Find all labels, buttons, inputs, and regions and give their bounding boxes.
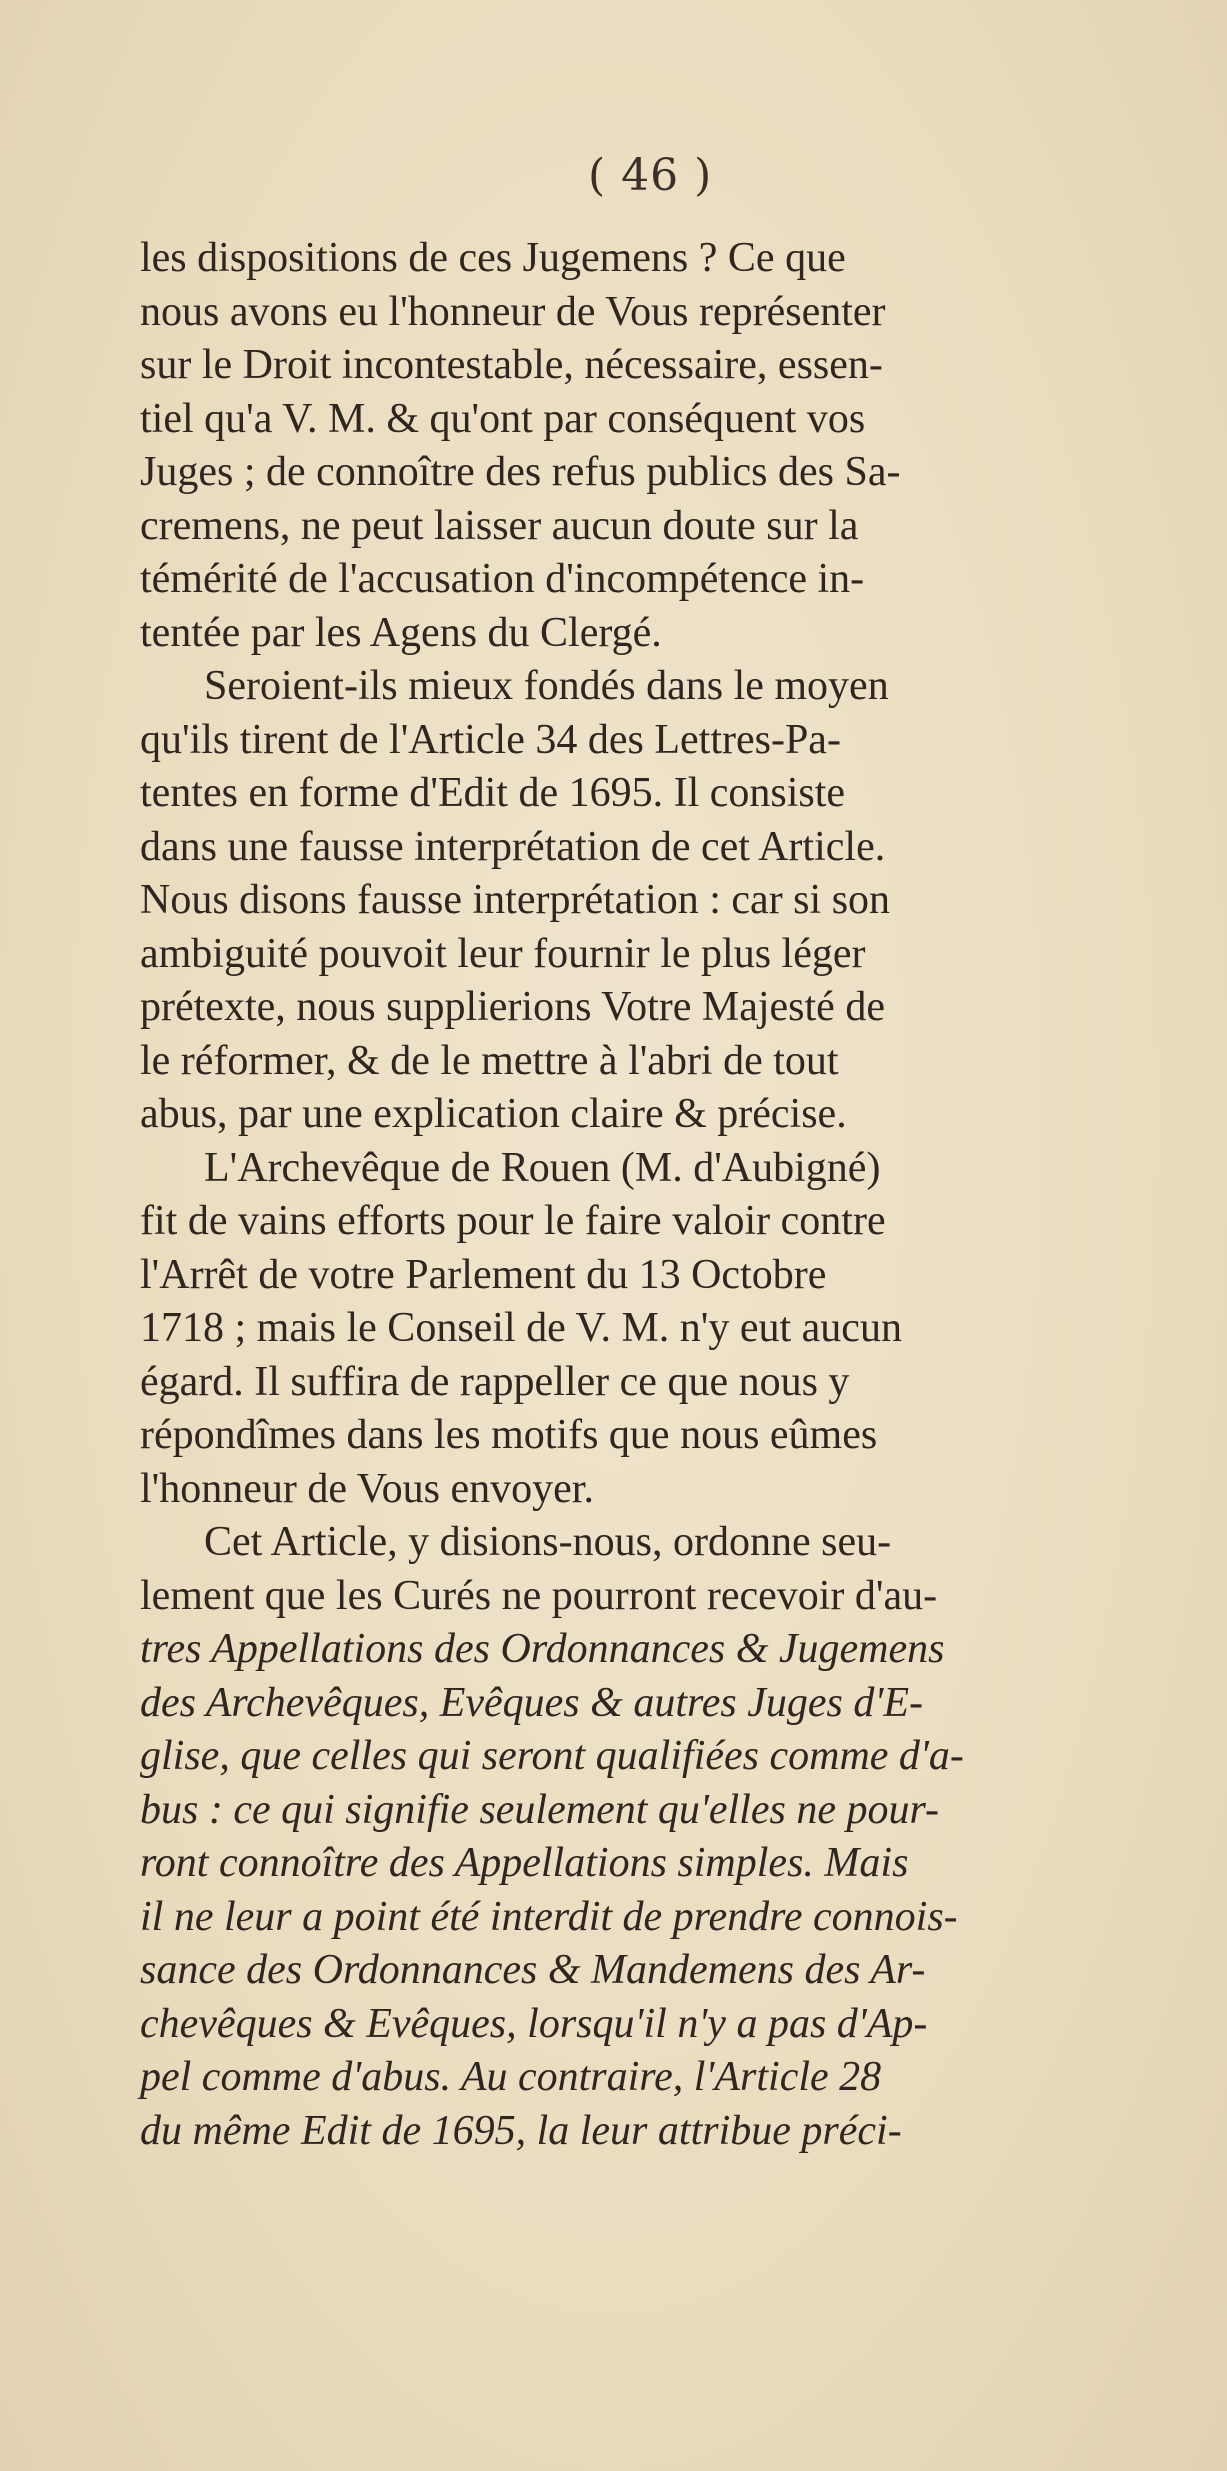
text-line: ambiguité pouvoit leur fournir le plus léger <box>140 930 866 977</box>
text-line: lement que les Curés ne pourront recevoir d'au- <box>140 1572 938 1619</box>
text-line: l'honneur de Vous envoyer. <box>140 1465 594 1512</box>
text-line: du même Edit de 1695, la leur attribue préci- <box>140 2107 902 2154</box>
text-line: L'Archevêque de Rouen (M. d'Aubigné) <box>204 1144 881 1191</box>
text-line: tres Appellations des Ordonnances & Jugemens <box>140 1626 945 1672</box>
text-line: cremens, ne peut laisser aucun doute sur la <box>140 502 859 549</box>
text-line: ront connoître des Appellations simples. Mais <box>140 1840 909 1886</box>
text-line: tentée par les Agens du Clergé. <box>140 609 662 656</box>
text-line: Nous disons fausse interprétation : car si son <box>140 877 891 923</box>
text-line: tiel qu'a V. M. & qu'ont par conséquent vos <box>140 395 866 442</box>
text-line: Seroient-ils mieux fondés dans le moyen <box>204 663 889 709</box>
text-line: prétexte, nous supplierions Votre Majesté de <box>140 984 885 1030</box>
text-line: dans une fausse interprétation de cet Article. <box>140 823 886 870</box>
text-line: Cet Article, y disions-nous, ordonne seu- <box>204 1519 892 1565</box>
text-line: sur le Droit incontestable, nécessaire, essen- <box>140 342 883 388</box>
body-text <box>140 232 1160 2158</box>
text-line: fit de vains efforts pour le faire valoir contre <box>140 1198 886 1244</box>
text-line: Juges ; de connoître des refus publics des Sa- <box>140 449 901 495</box>
text-line: abus, par une explication claire & précise. <box>140 1091 847 1137</box>
text-line: pel comme d'abus. Au contraire, l'Article 28 <box>140 2054 882 2100</box>
page-number: ( 46 ) <box>588 150 713 201</box>
text-line: il ne leur a point été interdit de prendre connois- <box>140 1893 958 1940</box>
text-line: nous avons eu l'honneur de Vous représenter <box>140 288 886 335</box>
text-line: des Archevêques, Evêques & autres Juges d'E- <box>140 1679 924 1726</box>
text-line: répondîmes dans les motifs que nous eûmes <box>140 1412 878 1458</box>
text-line: égard. Il suffira de rappeller ce que nous y <box>140 1358 850 1405</box>
text-line: glise, que celles qui seront qualifiées comme d'a- <box>140 1733 964 1779</box>
text-line: l'Arrêt de votre Parlement du 13 Octobre <box>140 1251 827 1298</box>
text-line: le réformer, & de le mettre à l'abri de tout <box>140 1037 839 1084</box>
text-line: bus : ce qui signifie seulement qu'elles ne pour- <box>140 1786 939 1833</box>
text-line: témérité de l'accusation d'incompétence in- <box>140 556 865 602</box>
text-line: les dispositions de ces Jugemens ? Ce que <box>140 235 846 281</box>
text-line: chevêques & Evêques, lorsqu'il n'y a pas d'Ap- <box>140 2000 928 2047</box>
text-line: 1718 ; mais le Conseil de V. M. n'y eut aucun <box>140 1305 902 1351</box>
text-line: sance des Ordonnances & Mandemens des Ar- <box>140 1947 926 1993</box>
text-line: tentes en forme d'Edit de 1695. Il consiste <box>140 770 846 816</box>
text-line: qu'ils tirent de l'Article 34 des Lettres-Pa- <box>140 716 841 763</box>
